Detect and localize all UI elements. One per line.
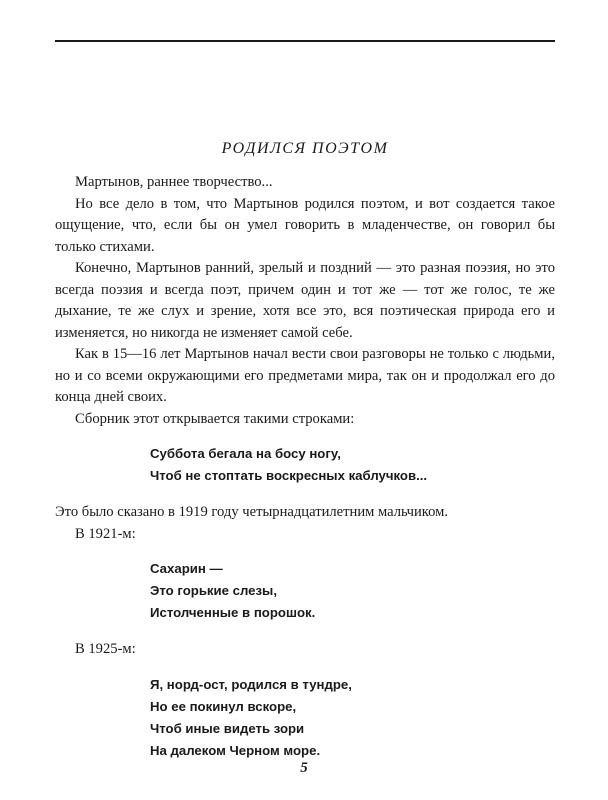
top-rule (55, 40, 555, 42)
page-body (55, 172, 555, 777)
paragraph: Это было сказано в 1919 году четырнадцатилетним мальчиком. (55, 504, 449, 520)
chapter-title: РОДИЛСЯ ПОЭТОМ (221, 140, 389, 157)
page-number: 5 (300, 760, 308, 776)
year-label-1921: В 1921-м: (75, 525, 136, 542)
poem-line: Я, норд-ост, родился в тундре, (150, 676, 352, 692)
poem-quote-1921 (150, 558, 555, 624)
poem-quote-1925 (150, 674, 555, 762)
poem-line: Суббота бегала на босу ногу, (150, 446, 341, 461)
paragraph: Конечно, Мартынов ранний, зрелый и поздний — это разная поэзия, но это всегда поэзия и всегда поэт, причем один и тот же — тот же голос, те же дыхание, те же слух и зрение, хотя все это, вся поэтическая природа его и изменяется, но никогда не изменяет самой себе. (55, 260, 555, 341)
poem-line: Сахарин — (150, 561, 223, 576)
year-label-1925: В 1925-м: (75, 641, 136, 657)
poem-line: Это горькие слезы, (150, 583, 277, 598)
poem-line: Но ее покинул вскоре, (150, 698, 297, 714)
poem-line: Чтоб не стоптать воскресных каблучков... (150, 468, 428, 483)
poem-line: На далеком Черном море. (150, 742, 321, 758)
paragraph: Как в 15—16 лет Мартынов начал вести свои разговоры не только с людьми, но и со всеми окружающими его предметами мира, так он и продолжал его до конца дней своих. (55, 346, 555, 405)
paragraph: Сборник этот открывается такими строками: (75, 410, 355, 427)
paragraph: Мартынов, раннее творчество... (75, 174, 273, 190)
poem-line: Истолченные в порошок. (150, 605, 316, 620)
paragraph: Но все дело в том, что Мартынов родился поэтом, и вот создается такое ощущение, что, если бы он умел говорить в младенчестве, он говорил бы только стихами. (55, 195, 555, 255)
poem-line: Чтоб иные видеть зори (150, 720, 305, 736)
poem-quote-1919 (150, 443, 555, 487)
